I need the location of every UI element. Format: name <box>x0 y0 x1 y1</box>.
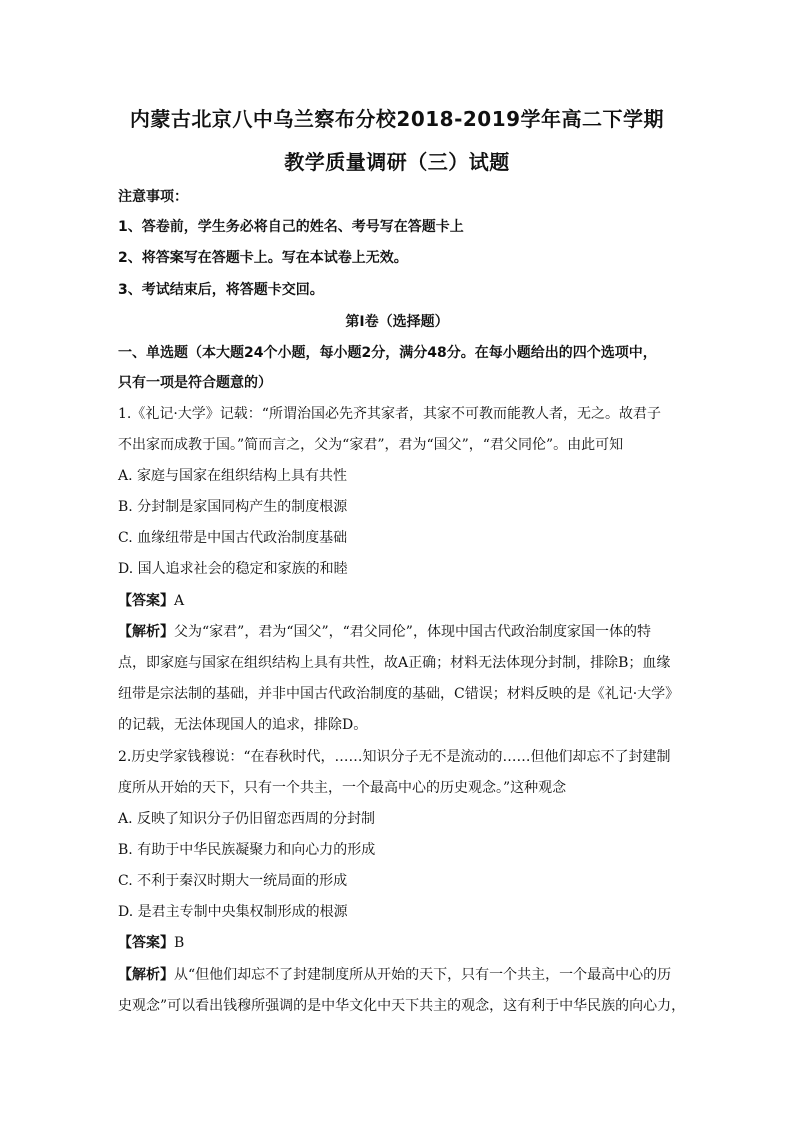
notice-item-3: 3、考试结束后，将答题卡交回。 <box>118 282 324 298</box>
q2-analysis-line-2: 史观念”可以看出钱穆所强调的是中华文化中天下共主的观念，这有利于中华民族的向心力， <box>118 998 686 1014</box>
q1-answer-label: 【答案】 <box>118 593 174 609</box>
q2-option-b: B. 有助于中华民族凝聚力和向心力的形成 <box>118 842 376 858</box>
q2-analysis-line-1 <box>118 966 688 984</box>
q1-stem-line-2: 不出家而成教于国。”简而言之，父为“家君”，君为“国父”，“君父同伦”。由此可知 <box>118 437 624 453</box>
section-title: 第Ⅰ卷（选择题） <box>345 314 449 330</box>
q1-option-c: C. 血缘纽带是中国古代政治制度基础 <box>118 530 348 546</box>
q1-stem-line-1: 1.《礼记·大学》记载：“所谓治国必先齐其家者，其家不可教而能教人者，无之。故君子 <box>118 406 661 422</box>
q2-answer-value: B <box>174 935 185 951</box>
q2-analysis-label: 【解析】 <box>118 967 174 983</box>
q1-analysis-line-3: 纽带是宗法制的基础，并非中国古代政治制度的基础，C错误；材料反映的是《礼记·大学》 <box>118 686 680 702</box>
title-line-2: 教学质量调研（三）试题 <box>284 150 510 174</box>
part-heading-line-2: 只有一项是符合题意的） <box>118 375 272 391</box>
q1-analysis-label: 【解析】 <box>118 624 174 640</box>
notice-heading: 注意事项： <box>118 189 188 205</box>
q2-option-d: D. 是君主专制中央集权制形成的根源 <box>118 904 348 920</box>
q1-analysis-line-2: 点，即家庭与国家在组织结构上具有共性，故A正确；材料无法体现分封制，排除B；血缘 <box>118 655 671 671</box>
q2-answer-label: 【答案】 <box>118 935 174 951</box>
q1-option-a: A. 家庭与国家在组织结构上具有共性 <box>118 468 348 484</box>
q2-answer <box>118 934 688 952</box>
title-line-1: 内蒙古北京八中乌兰察布分校2018-2019学年高二下学期 <box>129 107 665 131</box>
q1-analysis-line-1 <box>118 623 688 641</box>
q2-option-c: C. 不利于秦汉时期大一统局面的形成 <box>118 873 348 889</box>
q2-option-a: A. 反映了知识分子仍旧留恋西周的分封制 <box>118 811 376 827</box>
q1-option-b: B. 分封制是家国同构产生的制度根源 <box>118 499 348 515</box>
part-heading-line-1: 一、单选题（本大题24个小题，每小题2分，满分48分。在每小题给出的四个选项中， <box>118 345 657 361</box>
q1-analysis-line-4: 的记载，无法体现国人的追求，排除D。 <box>118 717 368 733</box>
q1-option-d: D. 国人追求社会的稳定和家族的和睦 <box>118 561 348 577</box>
notice-item-1: 1、答卷前，学生务必将自己的姓名、考号写在答题卡上 <box>118 219 464 235</box>
q1-analysis-text-1: 父为“家君”，君为“国父”，“君父同伦”，体现中国古代政治制度家国一体的特 <box>174 624 651 640</box>
q1-answer <box>118 592 688 610</box>
notice-item-2: 2、将答案写在答题卡上。写在本试卷上无效。 <box>118 250 408 266</box>
q2-stem-line-2: 度所从开始的天下，只有一个共主，一个最高中心的历史观念。”这种观念 <box>118 780 567 796</box>
q1-answer-value: A <box>174 593 185 609</box>
q2-stem-line-1: 2.历史学家钱穆说：“在春秋时代，……知识分子无不是流动的……但他们却忘不了封建制 <box>118 749 671 765</box>
q2-analysis-text-1: 从“但他们却忘不了封建制度所从开始的天下，只有一个共主，一个最高中心的历 <box>174 967 672 983</box>
